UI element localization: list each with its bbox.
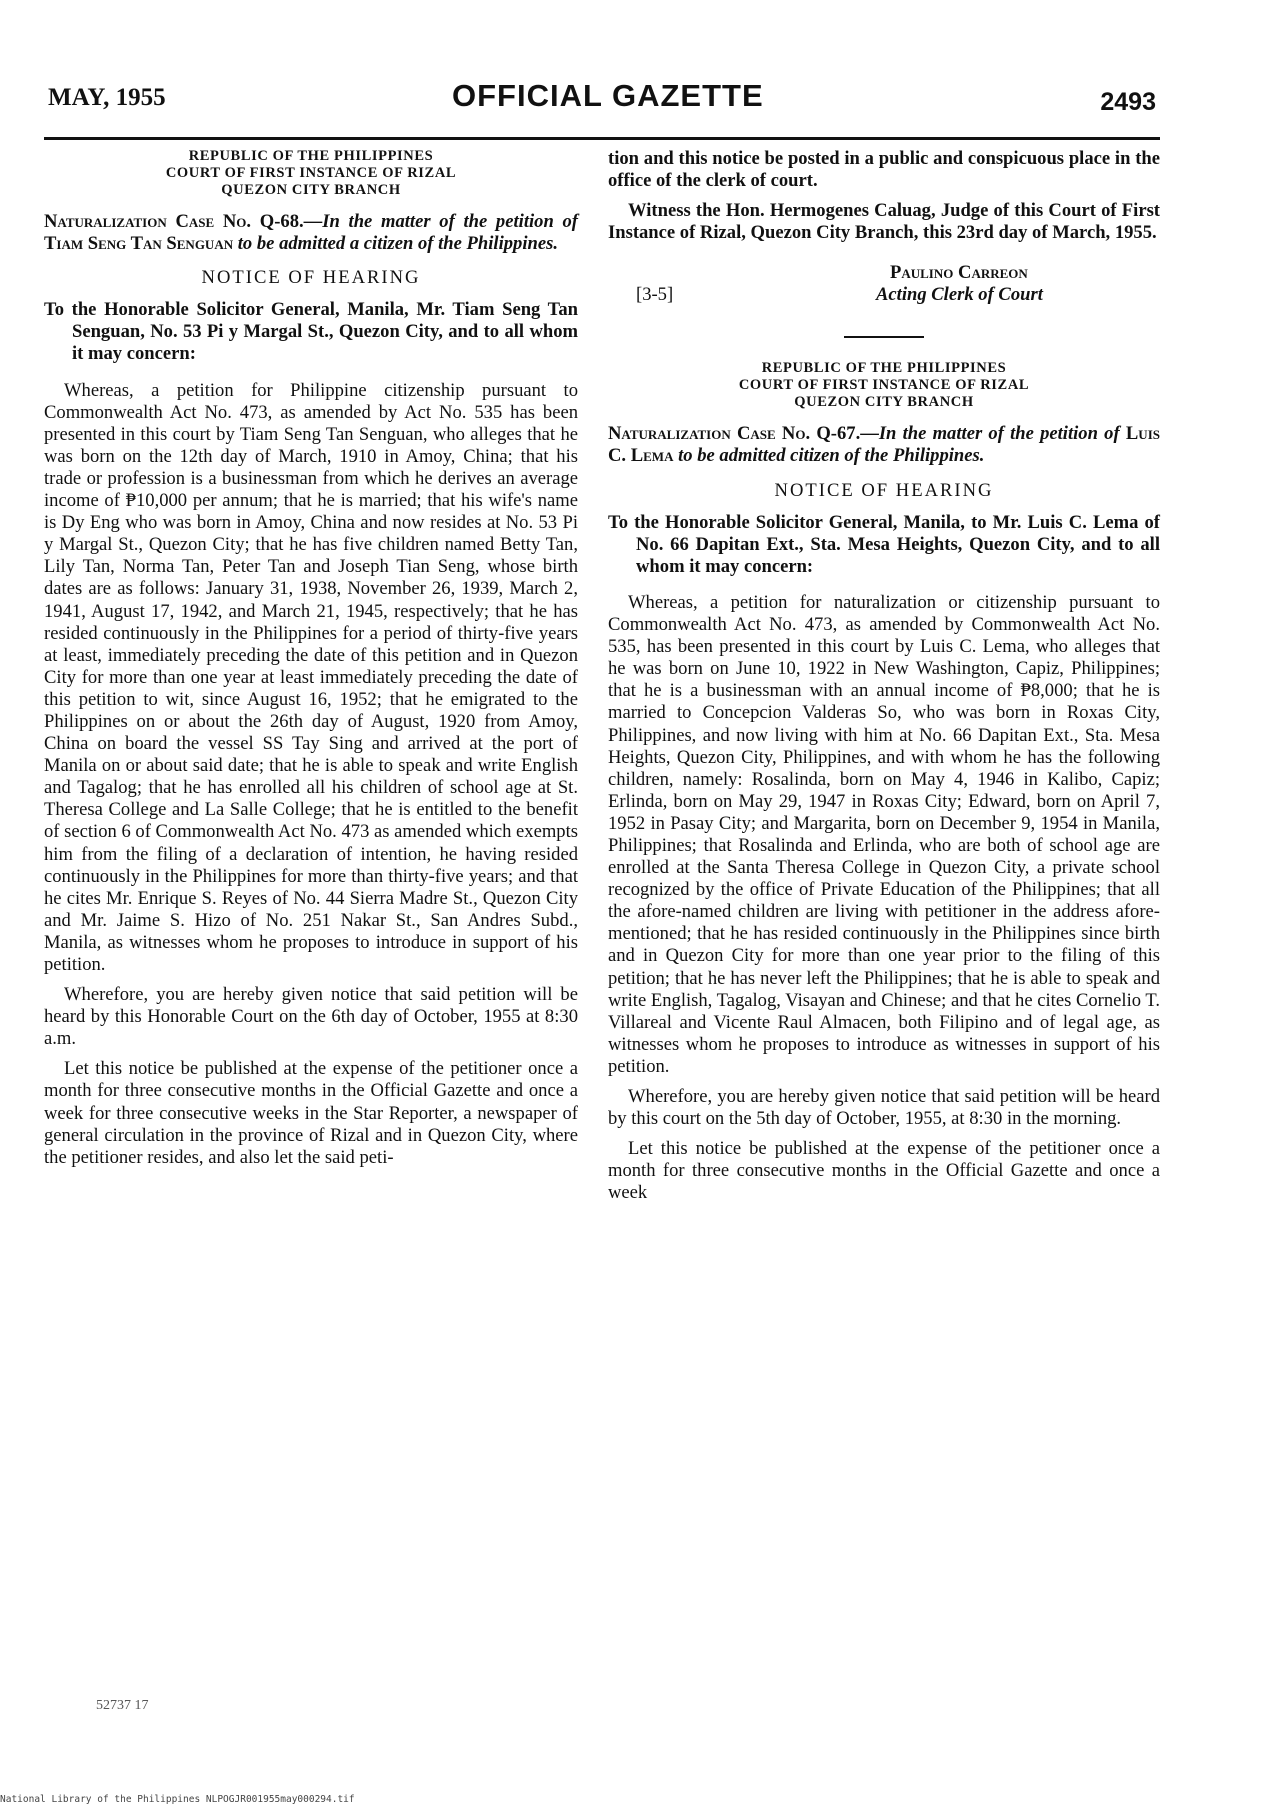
section-divider [844,336,924,338]
case-label: Naturalization Case No. Q-68.— [44,211,323,232]
page-header [44,78,1164,124]
court-line: QUEZON CITY BRANCH [794,394,974,411]
signature-name: Paulino Carreon [890,262,1028,284]
court-heading [608,360,1160,411]
print-code: 52737 17 [96,1698,149,1713]
petitioner-name: Luis C. Lema [608,423,1160,467]
court-heading [44,148,578,199]
signature-block [608,262,1160,318]
page-number: 2493 [1100,88,1156,116]
publication-paragraph: Let this notice be published at the expense of the petitioner once a month for three consecutive months in the Official Gazette and once a week [608,1138,1160,1204]
publication-paragraph: Let this notice be published at the expense of the petitioner once a month for three consecutive months in the Official Gazette and once a week for three consecutive weeks in the Star Reporter, a newspaper of general circulation in the province of Rizal and in Quezon City, where the petitioner resides, and also let the said peti- [44,1058,578,1168]
court-line: QUEZON CITY BRANCH [221,182,401,198]
court-line: COURT OF FIRST INSTANCE OF RIZAL [165,165,457,181]
case-label: Naturalization Case No. Q-67.— [608,423,879,445]
case-end: to be admitted a citizen of the Philippines. [237,233,558,255]
header-rule [44,137,1160,140]
wherefore-paragraph: Wherefore, you are hereby given notice that said petition will be heard by this Honorable Court on the 6th day of October, 1955 at 8:30 a.m. [44,984,578,1050]
right-column [608,148,1160,1212]
court-line: REPUBLIC OF THE PHILIPPINES [188,148,434,164]
case-title [44,211,578,255]
case-end: to be admitted citizen of the Philippines. [678,445,985,467]
court-line: COURT OF FIRST INSTANCE OF RIZAL [738,377,1030,394]
issue-date: MAY, 1955 [48,84,166,111]
case-matter: In the matter of the petition of [878,423,1120,445]
signature-title: Acting Clerk of Court [876,284,1043,306]
witness-paragraph: Witness the Hon. Hermogenes Caluag, Judge of this Court of First Instance of Rizal, Quezon City Branch, this 23rd day of March, 1955. [608,200,1160,244]
whereas-paragraph: Whereas, a petition for Philippine citizenship pursuant to Commonwealth Act No. 473, as amended by Act No. 535 has been presented in this court by Tiam Seng Tan Senguan, who alleges that he was born on the 12th day of March, 1910 in Amoy, China; that his trade or profession is a businessman from which he derives an average income of ₱10,000 per annum; that he is married; that his wife's name is Dy Eng who was born in Amoy, China and now resides at No. 53 Pi y Margal St., Quezon City; that he has five children named Betty Tan, Lily Tan, Norma Tan, Peter Tan and Joseph Tian Seng, whose birth dates are as follows: January 31, 1938, November 26, 1939, March 2, 1941, August 17, 1942, and March 21, 1945, respectively; that he has resided continuously in the Philippines for a period of thirty-five years at least, immediately preceding the date of this petition and in Quezon City for more than one year at least immediately preceding the date of this petition to wit, since August 16, 1952; that he emigrated to the Philippines on or about the 26th day of August, 1920 from Amoy, China on board the vessel SS Tay Sing and arrived at the port of Manila on or about said date; that he is able to speak and write English and Tagalog; that he has enrolled all his children of school age at St. Theresa College and La Salle College; that he is entitled to the benefit of section 6 of Commonwealth Act No. 473 as amended which exempts him from the filing of a declaration of intention, he having resided continuously in the Philippines for more than thirty-five years; and that he cites Mr. Enrique S. Reyes of No. 44 Sierra Madre St., Quezon City and Mr. Jaime S. Hizo of No. 251 Nakar St., San Andres Subd., Manila, as witnesses whom he proposes to introduce in support of his petition. [44,379,578,975]
scan-source-line: National Library of the Philippines NLPOGJR001955may000294.tif [0,1794,355,1805]
notice-title: NOTICE OF HEARING [201,267,421,289]
case-title [608,423,1160,467]
publication-title: OFFICIAL GAZETTE [452,78,764,113]
addressee: To the Honorable Solicitor General, Manila, Mr. Tiam Seng Tan Senguan, No. 53 Pi y Margal St., Quezon City, and to all whom it may concern: [44,299,578,365]
whereas-paragraph: Whereas, a petition for naturalization or citizenship pursuant to Commonwealth Act No. 473, as amended by Commonwealth Act No. 535, has been presented in this court by Luis C. Lema, who alleges that he was born on June 10, 1922 in New Washington, Capiz, Philippines; that he is a businessman with an annual income of ₱8,000; that he is married to Concepcion Valderas So, who was born in Roxas City, Philippines, and now living with him at No. 66 Dapitan Ext., Sta. Mesa Heights, Quezon City, Philippines, and with whom he has the following children, namely: Rosalinda, born on May 4, 1946 in Kalibo, Capiz; Erlinda, born on May 29, 1947 in Roxas City; Edward, born on April 7, 1952 in Pasay City; and Margarita, born on December 9, 1954 in Manila, Philippines; that Rosalinda and Erlinda, who are both of school age are enrolled at the Santa Theresa College in Quezon City, a private school recognized by the office of Private Education of the Philippines; that all the afore-named children are living with petitioner in the address afore-mentioned; that he has resided continuously in the Philippines since birth and in Quezon City for more than one year prior to the filing of this petition; that he has never left the Philippines; that he is able to speak and write English, Tagalog, Visayan and Chinese; and that he cites Cornelio T. Villareal and Vicente Raul Almacen, both Filipino and of legal age, as witnesses whom he proposes to introduce as witnesses in support of his petition. [608,591,1160,1077]
addressee: To the Honorable Solicitor General, Manila, to Mr. Luis C. Lema of No. 66 Dapitan Ext., Sta. Mesa Heights, Quezon City, and to all whom it may concern: [608,511,1160,577]
notice-title: NOTICE OF HEARING [774,479,994,501]
petitioner-name: Tiam Seng Tan Senguan [44,233,234,255]
left-column [44,148,578,1177]
continuation-paragraph: tion and this notice be posted in a public and conspicuous place in the office of the clerk of court. [608,148,1160,192]
wherefore-paragraph: Wherefore, you are hereby given notice that said petition will be heard by this court on the 5th day of October, 1955, at 8:30 in the morning. [608,1086,1160,1130]
notice-reference: [3-5] [636,284,674,306]
court-line: REPUBLIC OF THE PHILIPPINES [761,360,1007,377]
case-matter: In the matter of the petition of [322,211,578,232]
